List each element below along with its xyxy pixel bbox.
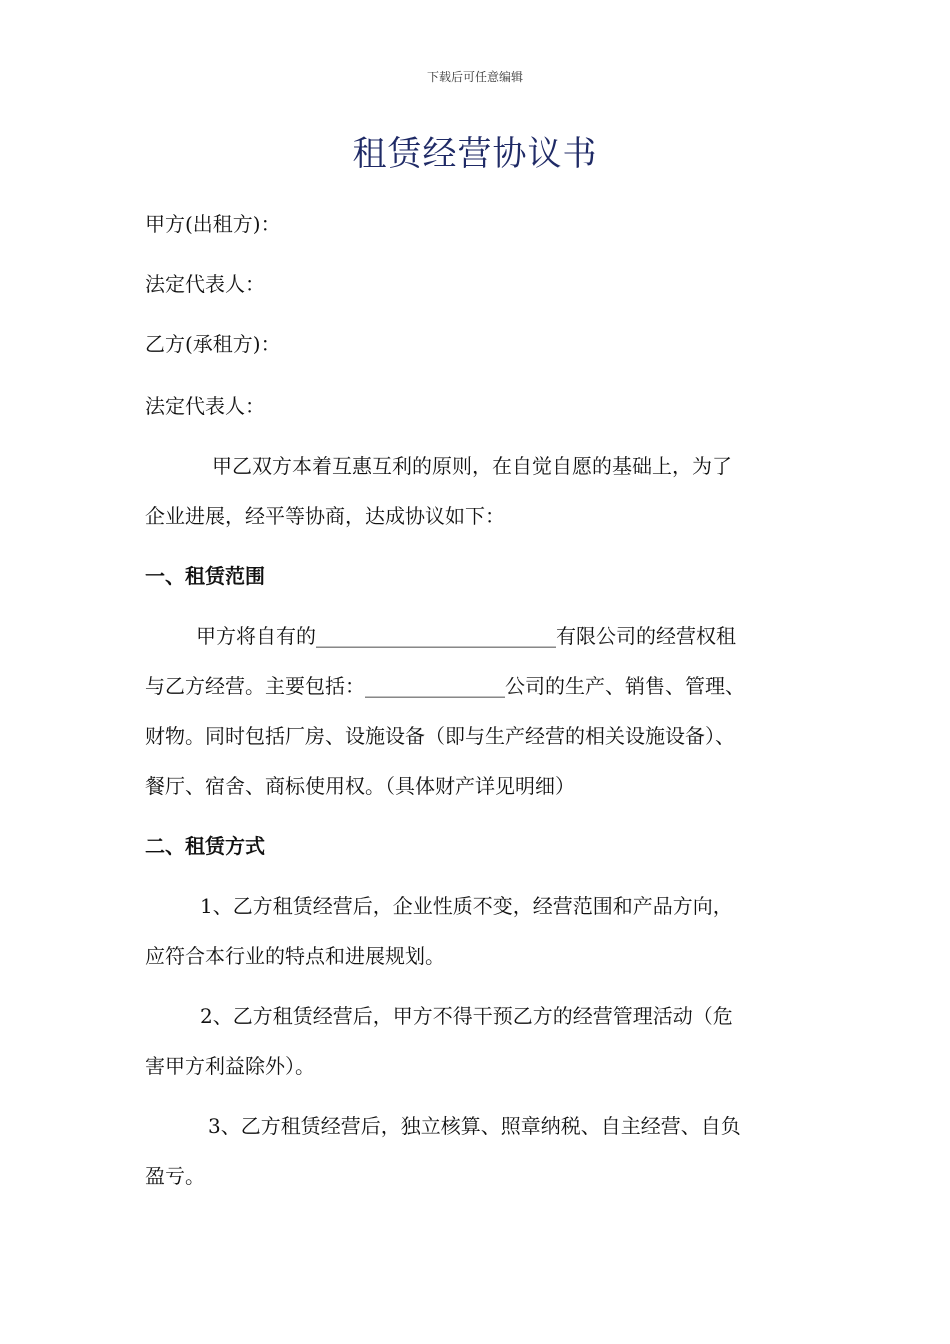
section-2-item-3-line-2: 盈亏。 (145, 1164, 205, 1188)
intro-line-1: 甲乙双方本着互惠互利的原则，在自觉自愿的基础上，为了 (212, 454, 732, 478)
section-2-item-2-line-1: 2、乙方租赁经营后，甲方不得干预乙方的经营管理活动（危 (200, 1004, 733, 1028)
section-1-heading: 一、租赁范围 (145, 564, 265, 588)
section-1-line-3: 财物。同时包括厂房、设施设备（即与生产经营的相关设施设备）、 (145, 724, 735, 748)
party-a-label: 甲方(出租方)： (145, 212, 281, 236)
section-2-item-1-line-1: 1、乙方租赁经营后，企业性质不变，经营范围和产品方向， (200, 894, 733, 918)
section-2-heading: 二、租赁方式 (145, 834, 265, 858)
party-b-rep-label: 法定代表人： (145, 394, 265, 418)
party-b-label: 乙方(承租方)： (145, 332, 281, 356)
section-1-line-2: 与乙方经营。主要包括：______________公司的生产、销售、管理、 (145, 674, 745, 698)
section-2-item-3-line-1: 3、乙方租赁经营后，独立核算、照章纳税、自主经营、自负 (208, 1114, 741, 1138)
section-2-item-1-line-2: 应符合本行业的特点和进展规划。 (145, 944, 445, 968)
party-a-rep-label: 法定代表人： (145, 272, 265, 296)
section-2-item-2-line-2: 害甲方利益除外）。 (145, 1054, 315, 1078)
section-1-line-4: 餐厅、宿舍、商标使用权。（具体财产详见明细） (145, 774, 575, 798)
document-title: 租赁经营协议书 (352, 134, 598, 174)
section-1-line-1: 甲方将自有的________________________有限公司的经营权租 (196, 624, 736, 648)
header-note: 下载后可任意编辑 (426, 70, 523, 84)
intro-line-2: 企业进展，经平等协商，达成协议如下： (145, 504, 505, 528)
